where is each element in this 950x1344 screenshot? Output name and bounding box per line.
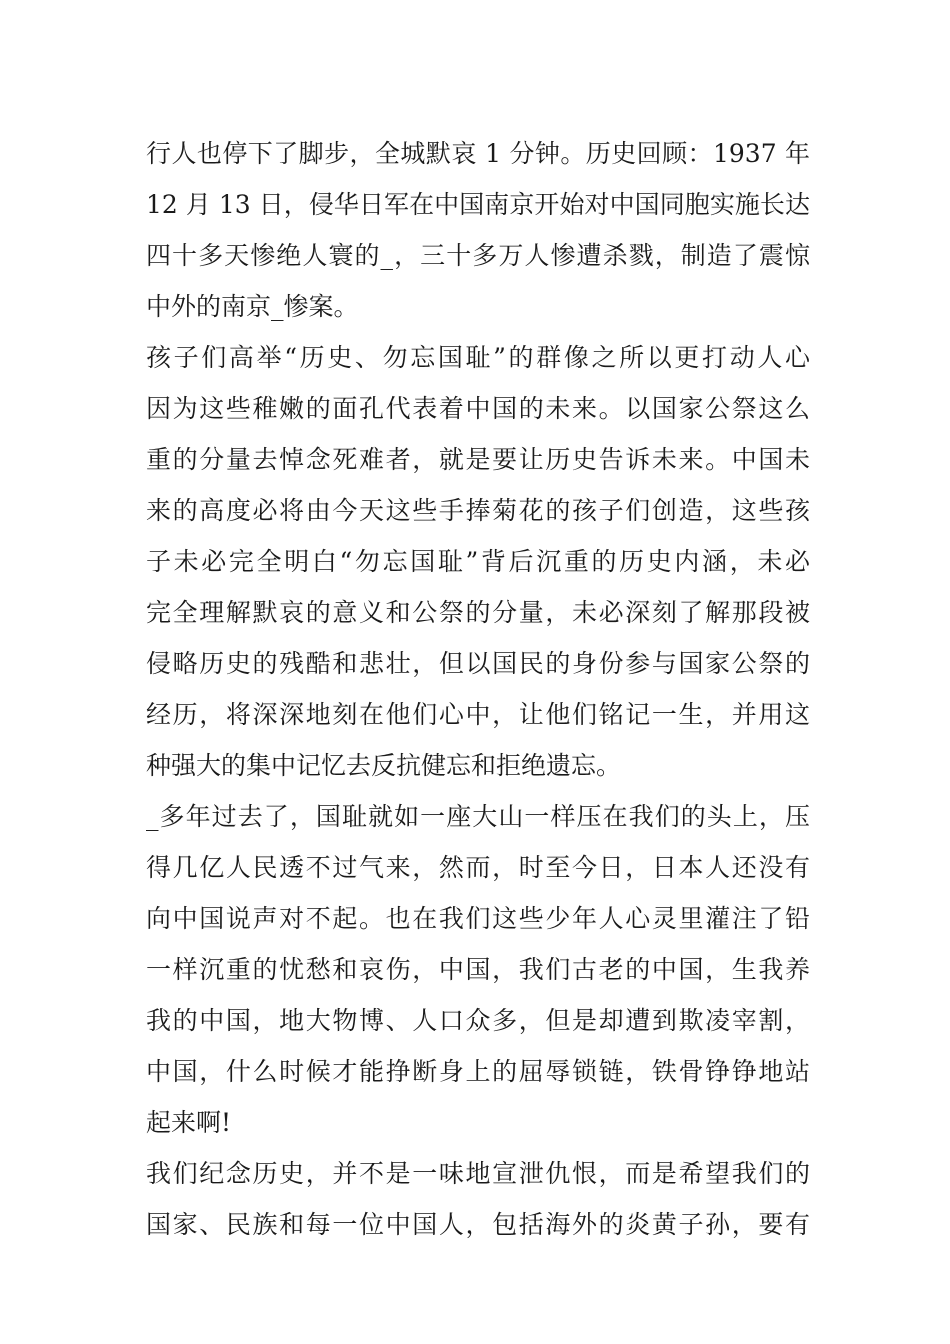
text-line: 我的中国，地大物博、人口众多，但是却遭到欺凌宰割， [146,1006,810,1035]
paragraph-3 [146,791,810,1148]
text-line: 侵略历史的残酷和悲壮，但以国民的身份参与国家公祭的 [146,649,810,678]
text-line: 种强大的集中记忆去反抗健忘和拒绝遗忘。 [146,751,622,780]
text-line: 得几亿人民透不过气来，然而，时至今日，日本人还没有 [146,853,810,882]
text-line: 四十多天惨绝人寰的_，三十多万人惨遭杀戮，制造了震惊 [146,241,810,270]
text-line: 我们纪念历史，并不是一味地宣泄仇恨，而是希望我们的 [146,1159,810,1188]
paragraph-2 [146,332,810,791]
paragraph-1 [146,128,810,332]
text-line: 12 月 13 日，侵华日军在中国南京开始对中国同胞实施长达 [146,190,810,219]
text-line: 中国，什么时候才能挣断身上的屈辱锁链，铁骨铮铮地站 [146,1057,810,1086]
text-line: 完全理解默哀的意义和公祭的分量，未必深刻了解那段被 [146,598,810,627]
text-line: 孩子们高举“历史、勿忘国耻”的群像之所以更打动人心 [146,343,810,372]
text-line: 因为这些稚嫩的面孔代表着中国的未来。以国家公祭这么 [146,394,810,423]
text-line: 一样沉重的忧愁和哀伤，中国，我们古老的中国，生我养 [146,955,810,984]
text-line: 行人也停下了脚步，全城默哀 1 分钟。历史回顾：1937 年 [146,139,810,168]
text-line: 来的高度必将由今天这些手捧菊花的孩子们创造，这些孩 [146,496,810,525]
text-line: 子未必完全明白“勿忘国耻”背后沉重的历史内涵，未必 [146,547,810,576]
text-line: 向中国说声对不起。也在我们这些少年人心灵里灌注了铅 [146,904,810,933]
text-line: 经历，将深深地刻在他们心中，让他们铭记一生，并用这 [146,700,810,729]
paragraph-4 [146,1148,810,1250]
text-line: 起来啊! [146,1108,232,1137]
document-page [146,128,810,1250]
text-line: 重的分量去悼念死难者，就是要让历史告诉未来。中国未 [146,445,810,474]
text-line: 中外的南京_惨案。 [146,292,359,321]
text-line: _多年过去了，国耻就如一座大山一样压在我们的头上，压 [146,802,810,831]
text-line: 国家、民族和每一位中国人，包括海外的炎黄子孙，要有 [146,1210,810,1239]
